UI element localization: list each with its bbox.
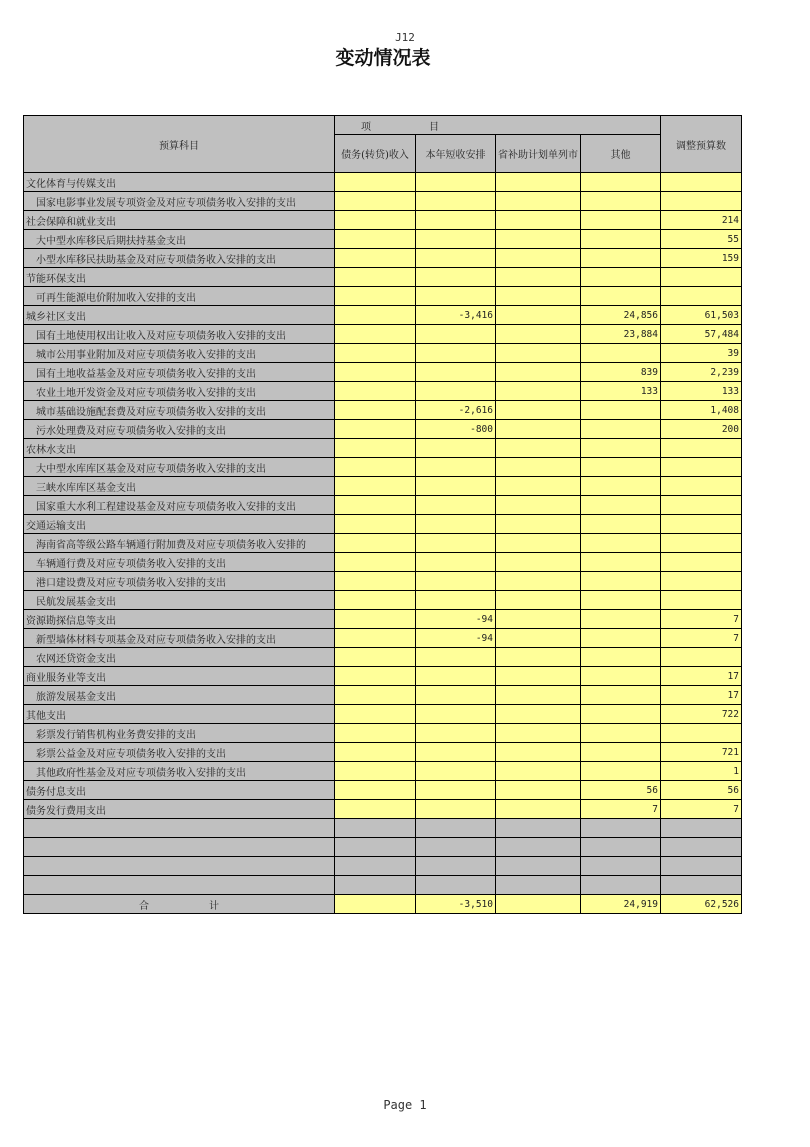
row-value-cell[interactable]: 200 xyxy=(661,420,742,439)
row-value-cell[interactable] xyxy=(416,667,496,686)
row-value-cell[interactable]: 721 xyxy=(661,743,742,762)
blank-cell xyxy=(416,857,496,876)
row-value-cell[interactable] xyxy=(496,743,581,762)
row-value-cell[interactable]: 17 xyxy=(661,686,742,705)
row-value-cell[interactable] xyxy=(496,686,581,705)
row-subject: 彩票发行销售机构业务费安排的支出 xyxy=(24,724,335,743)
row-value-cell[interactable] xyxy=(496,382,581,401)
row-value-cell[interactable] xyxy=(496,363,581,382)
row-value-cell[interactable] xyxy=(335,724,416,743)
blank-cell xyxy=(416,819,496,838)
row-value-cell[interactable] xyxy=(581,420,661,439)
row-subject: 海南省高等级公路车辆通行附加费及对应专项债务收入安排的 xyxy=(24,534,335,553)
blank-cell xyxy=(335,857,416,876)
table-row xyxy=(24,724,742,743)
blank-cell xyxy=(581,838,661,857)
table-row xyxy=(24,743,742,762)
row-value-cell[interactable]: 23,884 xyxy=(581,325,661,344)
table-row xyxy=(24,420,742,439)
row-value-cell[interactable] xyxy=(581,591,661,610)
row-value-cell[interactable] xyxy=(335,781,416,800)
row-value-cell[interactable]: 7 xyxy=(581,800,661,819)
header-item-part2: 目 xyxy=(429,121,439,133)
blank-cell xyxy=(661,838,742,857)
row-value-cell[interactable] xyxy=(496,705,581,724)
row-value-cell[interactable] xyxy=(581,629,661,648)
row-subject: 城市公用事业附加及对应专项债务收入安排的支出 xyxy=(24,344,335,363)
row-value-cell[interactable] xyxy=(335,401,416,420)
row-value-cell[interactable]: 2,239 xyxy=(661,363,742,382)
row-value-cell[interactable] xyxy=(335,553,416,572)
header-budget-subject: 预算科目 xyxy=(24,116,335,173)
row-value-cell[interactable] xyxy=(661,572,742,591)
blank-cell xyxy=(581,819,661,838)
row-value-cell[interactable] xyxy=(661,192,742,211)
table-row xyxy=(24,230,742,249)
row-value-cell[interactable] xyxy=(335,591,416,610)
header-col-debt-income: 债务(转贷)收入 xyxy=(335,135,416,173)
row-value-cell[interactable] xyxy=(416,439,496,458)
table-row xyxy=(24,591,742,610)
row-value-cell[interactable] xyxy=(416,515,496,534)
blank-cell xyxy=(335,838,416,857)
row-subject: 可再生能源电价附加收入安排的支出 xyxy=(24,287,335,306)
table-row xyxy=(24,762,742,781)
row-value-cell[interactable] xyxy=(416,705,496,724)
row-value-cell[interactable] xyxy=(335,515,416,534)
row-value-cell[interactable] xyxy=(581,268,661,287)
row-value-cell[interactable]: 133 xyxy=(581,382,661,401)
blank-row xyxy=(24,876,742,895)
table-row xyxy=(24,648,742,667)
row-subject: 大中型水库移民后期扶持基金支出 xyxy=(24,230,335,249)
row-value-cell[interactable] xyxy=(335,477,416,496)
row-value-cell[interactable] xyxy=(661,477,742,496)
row-value-cell[interactable] xyxy=(496,268,581,287)
row-value-cell[interactable]: -94 xyxy=(416,629,496,648)
row-value-cell[interactable] xyxy=(496,496,581,515)
row-value-cell[interactable] xyxy=(335,211,416,230)
table-row xyxy=(24,325,742,344)
total-label xyxy=(24,895,335,914)
table-row xyxy=(24,306,742,325)
row-value-cell[interactable] xyxy=(416,477,496,496)
blank-cell xyxy=(24,857,335,876)
row-subject: 旅游发展基金支出 xyxy=(24,686,335,705)
row-value-cell[interactable] xyxy=(581,648,661,667)
header-item-part1: 项 xyxy=(361,121,371,133)
row-value-cell[interactable] xyxy=(416,230,496,249)
row-value-cell[interactable] xyxy=(661,173,742,192)
row-value-cell[interactable]: 17 xyxy=(661,667,742,686)
blank-cell xyxy=(496,857,581,876)
row-value-cell[interactable]: -3,416 xyxy=(416,306,496,325)
row-value-cell[interactable] xyxy=(581,458,661,477)
row-value-cell[interactable] xyxy=(416,382,496,401)
row-value-cell[interactable]: -800 xyxy=(416,420,496,439)
row-subject: 债务发行费用支出 xyxy=(24,800,335,819)
row-subject: 车辆通行费及对应专项债务收入安排的支出 xyxy=(24,553,335,572)
row-subject: 农林水支出 xyxy=(24,439,335,458)
table-row xyxy=(24,534,742,553)
table-row xyxy=(24,249,742,268)
header-col-short-income: 本年短收安排 xyxy=(416,135,496,173)
blank-cell xyxy=(581,876,661,895)
row-value-cell[interactable] xyxy=(496,458,581,477)
row-subject: 资源勘探信息等支出 xyxy=(24,610,335,629)
row-value-cell[interactable] xyxy=(496,401,581,420)
row-value-cell[interactable] xyxy=(496,781,581,800)
row-value-cell[interactable] xyxy=(335,648,416,667)
table-row xyxy=(24,553,742,572)
row-subject: 文化体育与传媒支出 xyxy=(24,173,335,192)
blank-cell xyxy=(496,876,581,895)
row-value-cell[interactable]: 57,484 xyxy=(661,325,742,344)
row-subject: 城市基础设施配套费及对应专项债务收入安排的支出 xyxy=(24,401,335,420)
table-row xyxy=(24,781,742,800)
row-value-cell[interactable] xyxy=(496,230,581,249)
table-row xyxy=(24,192,742,211)
row-value-cell[interactable] xyxy=(581,572,661,591)
row-value-cell[interactable] xyxy=(661,439,742,458)
row-value-cell[interactable] xyxy=(335,800,416,819)
row-value-cell[interactable] xyxy=(335,306,416,325)
row-value-cell[interactable]: 1 xyxy=(661,762,742,781)
row-value-cell[interactable]: 56 xyxy=(661,781,742,800)
row-value-cell[interactable] xyxy=(661,591,742,610)
row-value-cell[interactable] xyxy=(335,496,416,515)
row-value-cell[interactable] xyxy=(335,458,416,477)
row-value-cell[interactable] xyxy=(335,572,416,591)
row-value-cell[interactable]: 55 xyxy=(661,230,742,249)
row-value-cell[interactable] xyxy=(335,268,416,287)
header-col-provincial-subsidy: 省补助计划单列市 xyxy=(496,135,581,173)
row-value-cell[interactable] xyxy=(496,610,581,629)
row-value-cell[interactable] xyxy=(661,515,742,534)
blank-cell xyxy=(661,819,742,838)
row-value-cell[interactable]: -2,616 xyxy=(416,401,496,420)
row-value-cell[interactable]: 7 xyxy=(661,800,742,819)
row-value-cell[interactable]: -94 xyxy=(416,610,496,629)
row-value-cell[interactable] xyxy=(416,173,496,192)
table-row xyxy=(24,344,742,363)
row-value-cell[interactable] xyxy=(335,743,416,762)
row-value-cell[interactable]: 7 xyxy=(661,629,742,648)
row-value-cell[interactable] xyxy=(661,496,742,515)
row-value-cell[interactable] xyxy=(416,363,496,382)
row-value-cell[interactable] xyxy=(416,458,496,477)
blank-cell xyxy=(496,838,581,857)
blank-cell xyxy=(416,838,496,857)
row-value-cell[interactable]: 159 xyxy=(661,249,742,268)
row-value-cell[interactable] xyxy=(581,401,661,420)
row-subject: 港口建设费及对应专项债务收入安排的支出 xyxy=(24,572,335,591)
row-value-cell[interactable] xyxy=(335,762,416,781)
row-value-cell[interactable] xyxy=(496,762,581,781)
table-row xyxy=(24,496,742,515)
row-value-cell[interactable]: 61,503 xyxy=(661,306,742,325)
row-value-cell[interactable] xyxy=(661,553,742,572)
row-value-cell[interactable] xyxy=(416,781,496,800)
row-value-cell[interactable] xyxy=(335,610,416,629)
page-number: Page 1 xyxy=(383,1098,427,1112)
table-row xyxy=(24,515,742,534)
total-value-cell[interactable]: 62,526 xyxy=(661,895,742,914)
row-subject: 国有土地收益基金及对应专项债务收入安排的支出 xyxy=(24,363,335,382)
row-value-cell[interactable] xyxy=(496,572,581,591)
row-subject: 国有土地使用权出让收入及对应专项债务收入安排的支出 xyxy=(24,325,335,344)
table-row xyxy=(24,572,742,591)
total-label-part2: 计 xyxy=(209,900,219,912)
blank-cell xyxy=(661,876,742,895)
row-value-cell[interactable] xyxy=(416,572,496,591)
header-col-other: 其他 xyxy=(581,135,661,173)
blank-row xyxy=(24,857,742,876)
row-value-cell[interactable] xyxy=(581,667,661,686)
row-subject: 其他支出 xyxy=(24,705,335,724)
table-row xyxy=(24,363,742,382)
row-value-cell[interactable] xyxy=(416,553,496,572)
table-row xyxy=(24,173,742,192)
row-subject: 城乡社区支出 xyxy=(24,306,335,325)
row-value-cell[interactable] xyxy=(496,534,581,553)
row-value-cell[interactable] xyxy=(496,287,581,306)
row-subject: 小型水库移民扶助基金及对应专项债务收入安排的支出 xyxy=(24,249,335,268)
row-value-cell[interactable] xyxy=(335,192,416,211)
row-value-cell[interactable] xyxy=(661,458,742,477)
row-value-cell[interactable] xyxy=(416,686,496,705)
row-value-cell[interactable] xyxy=(581,762,661,781)
row-value-cell[interactable] xyxy=(335,325,416,344)
table-row xyxy=(24,458,742,477)
row-value-cell[interactable] xyxy=(416,249,496,268)
row-value-cell[interactable] xyxy=(416,344,496,363)
row-value-cell[interactable] xyxy=(496,724,581,743)
row-value-cell[interactable] xyxy=(581,344,661,363)
row-value-cell[interactable] xyxy=(335,249,416,268)
row-subject: 其他政府性基金及对应专项债务收入安排的支出 xyxy=(24,762,335,781)
row-value-cell[interactable] xyxy=(416,287,496,306)
row-value-cell[interactable] xyxy=(496,344,581,363)
table-row xyxy=(24,667,742,686)
row-value-cell[interactable] xyxy=(581,230,661,249)
row-value-cell[interactable] xyxy=(496,306,581,325)
table-row xyxy=(24,439,742,458)
row-value-cell[interactable] xyxy=(416,211,496,230)
row-value-cell[interactable] xyxy=(496,648,581,667)
blank-row xyxy=(24,819,742,838)
row-value-cell[interactable] xyxy=(496,173,581,192)
row-value-cell[interactable] xyxy=(416,762,496,781)
row-subject: 商业服务业等支出 xyxy=(24,667,335,686)
blank-cell xyxy=(496,819,581,838)
row-value-cell[interactable] xyxy=(581,705,661,724)
row-value-cell[interactable] xyxy=(661,534,742,553)
total-value-cell[interactable]: 24,919 xyxy=(581,895,661,914)
row-value-cell[interactable] xyxy=(581,743,661,762)
table-row xyxy=(24,800,742,819)
blank-cell xyxy=(24,819,335,838)
row-subject: 三峡水库库区基金支出 xyxy=(24,477,335,496)
row-subject: 大中型水库库区基金及对应专项债务收入安排的支出 xyxy=(24,458,335,477)
row-value-cell[interactable] xyxy=(416,496,496,515)
row-value-cell[interactable]: 24,856 xyxy=(581,306,661,325)
table-row xyxy=(24,629,742,648)
table-row xyxy=(24,401,742,420)
row-subject: 污水处理费及对应专项债务收入安排的支出 xyxy=(24,420,335,439)
row-value-cell[interactable] xyxy=(496,439,581,458)
row-value-cell[interactable] xyxy=(581,192,661,211)
total-value-cell[interactable] xyxy=(496,895,581,914)
row-subject: 新型墙体材料专项基金及对应专项债务收入安排的支出 xyxy=(24,629,335,648)
row-subject: 农业土地开发资金及对应专项债务收入安排的支出 xyxy=(24,382,335,401)
row-value-cell[interactable] xyxy=(416,648,496,667)
row-value-cell[interactable] xyxy=(581,287,661,306)
row-value-cell[interactable] xyxy=(496,249,581,268)
row-value-cell[interactable]: 839 xyxy=(581,363,661,382)
row-value-cell[interactable] xyxy=(335,230,416,249)
row-value-cell[interactable] xyxy=(496,667,581,686)
row-value-cell[interactable] xyxy=(335,382,416,401)
row-value-cell[interactable] xyxy=(496,192,581,211)
row-subject: 社会保障和就业支出 xyxy=(24,211,335,230)
header-item-group xyxy=(335,116,661,135)
page-title: 变动情况表 xyxy=(335,47,431,69)
row-subject: 农网还贷资金支出 xyxy=(24,648,335,667)
row-value-cell[interactable]: 56 xyxy=(581,781,661,800)
row-value-cell[interactable] xyxy=(335,363,416,382)
row-value-cell[interactable] xyxy=(581,211,661,230)
row-value-cell[interactable] xyxy=(335,629,416,648)
row-value-cell[interactable] xyxy=(496,800,581,819)
table-row xyxy=(24,686,742,705)
row-value-cell[interactable] xyxy=(496,325,581,344)
blank-row xyxy=(24,838,742,857)
total-label-part1: 合 xyxy=(139,900,149,912)
row-value-cell[interactable] xyxy=(496,420,581,439)
row-value-cell[interactable] xyxy=(581,553,661,572)
row-value-cell[interactable] xyxy=(335,287,416,306)
row-value-cell[interactable] xyxy=(581,534,661,553)
row-value-cell[interactable] xyxy=(581,496,661,515)
row-value-cell[interactable] xyxy=(335,420,416,439)
row-value-cell[interactable] xyxy=(496,211,581,230)
row-value-cell[interactable] xyxy=(661,287,742,306)
table-row xyxy=(24,211,742,230)
table-row xyxy=(24,610,742,629)
table-row xyxy=(24,287,742,306)
total-value-cell[interactable] xyxy=(335,895,416,914)
row-value-cell[interactable] xyxy=(416,724,496,743)
blank-cell xyxy=(416,876,496,895)
row-value-cell[interactable] xyxy=(416,325,496,344)
table-row xyxy=(24,705,742,724)
row-value-cell[interactable] xyxy=(416,591,496,610)
blank-cell xyxy=(335,876,416,895)
row-value-cell[interactable] xyxy=(496,591,581,610)
row-value-cell[interactable] xyxy=(416,534,496,553)
row-value-cell[interactable] xyxy=(416,743,496,762)
row-value-cell[interactable] xyxy=(581,249,661,268)
row-subject: 节能环保支出 xyxy=(24,268,335,287)
row-value-cell[interactable] xyxy=(496,553,581,572)
budget-table xyxy=(23,115,742,914)
blank-cell xyxy=(335,819,416,838)
row-value-cell[interactable] xyxy=(335,686,416,705)
header-adjusted-budget: 调整预算数 xyxy=(661,116,742,173)
row-value-cell[interactable] xyxy=(496,515,581,534)
row-subject: 民航发展基金支出 xyxy=(24,591,335,610)
row-value-cell[interactable] xyxy=(661,648,742,667)
blank-cell xyxy=(24,838,335,857)
row-value-cell[interactable] xyxy=(416,192,496,211)
blank-cell xyxy=(24,876,335,895)
row-value-cell[interactable] xyxy=(581,439,661,458)
row-subject: 国家电影事业发展专项资金及对应专项债务收入安排的支出 xyxy=(24,192,335,211)
row-value-cell[interactable] xyxy=(581,724,661,743)
total-row xyxy=(24,895,742,914)
sheet-code: J12 xyxy=(395,31,415,44)
row-value-cell[interactable] xyxy=(581,173,661,192)
row-value-cell[interactable]: 39 xyxy=(661,344,742,363)
row-value-cell[interactable] xyxy=(661,724,742,743)
row-value-cell[interactable] xyxy=(335,439,416,458)
row-value-cell[interactable]: 133 xyxy=(661,382,742,401)
row-value-cell[interactable] xyxy=(496,629,581,648)
row-value-cell[interactable]: 722 xyxy=(661,705,742,724)
row-value-cell[interactable]: 214 xyxy=(661,211,742,230)
row-subject: 国家重大水利工程建设基金及对应专项债务收入安排的支出 xyxy=(24,496,335,515)
blank-cell xyxy=(581,857,661,876)
row-value-cell[interactable] xyxy=(581,515,661,534)
row-value-cell[interactable] xyxy=(581,477,661,496)
row-value-cell[interactable] xyxy=(581,686,661,705)
row-value-cell[interactable]: 1,408 xyxy=(661,401,742,420)
row-value-cell[interactable] xyxy=(335,705,416,724)
row-subject: 交通运输支出 xyxy=(24,515,335,534)
row-value-cell[interactable]: 7 xyxy=(661,610,742,629)
table-row xyxy=(24,382,742,401)
total-value-cell[interactable]: -3,510 xyxy=(416,895,496,914)
row-subject: 债务付息支出 xyxy=(24,781,335,800)
row-value-cell[interactable] xyxy=(581,610,661,629)
table-row xyxy=(24,477,742,496)
row-value-cell[interactable] xyxy=(416,800,496,819)
row-value-cell[interactable] xyxy=(496,477,581,496)
row-value-cell[interactable] xyxy=(661,268,742,287)
blank-cell xyxy=(661,857,742,876)
row-value-cell[interactable] xyxy=(335,667,416,686)
row-value-cell[interactable] xyxy=(335,173,416,192)
table-row xyxy=(24,268,742,287)
row-value-cell[interactable] xyxy=(335,344,416,363)
row-value-cell[interactable] xyxy=(416,268,496,287)
row-value-cell[interactable] xyxy=(335,534,416,553)
row-subject: 彩票公益金及对应专项债务收入安排的支出 xyxy=(24,743,335,762)
